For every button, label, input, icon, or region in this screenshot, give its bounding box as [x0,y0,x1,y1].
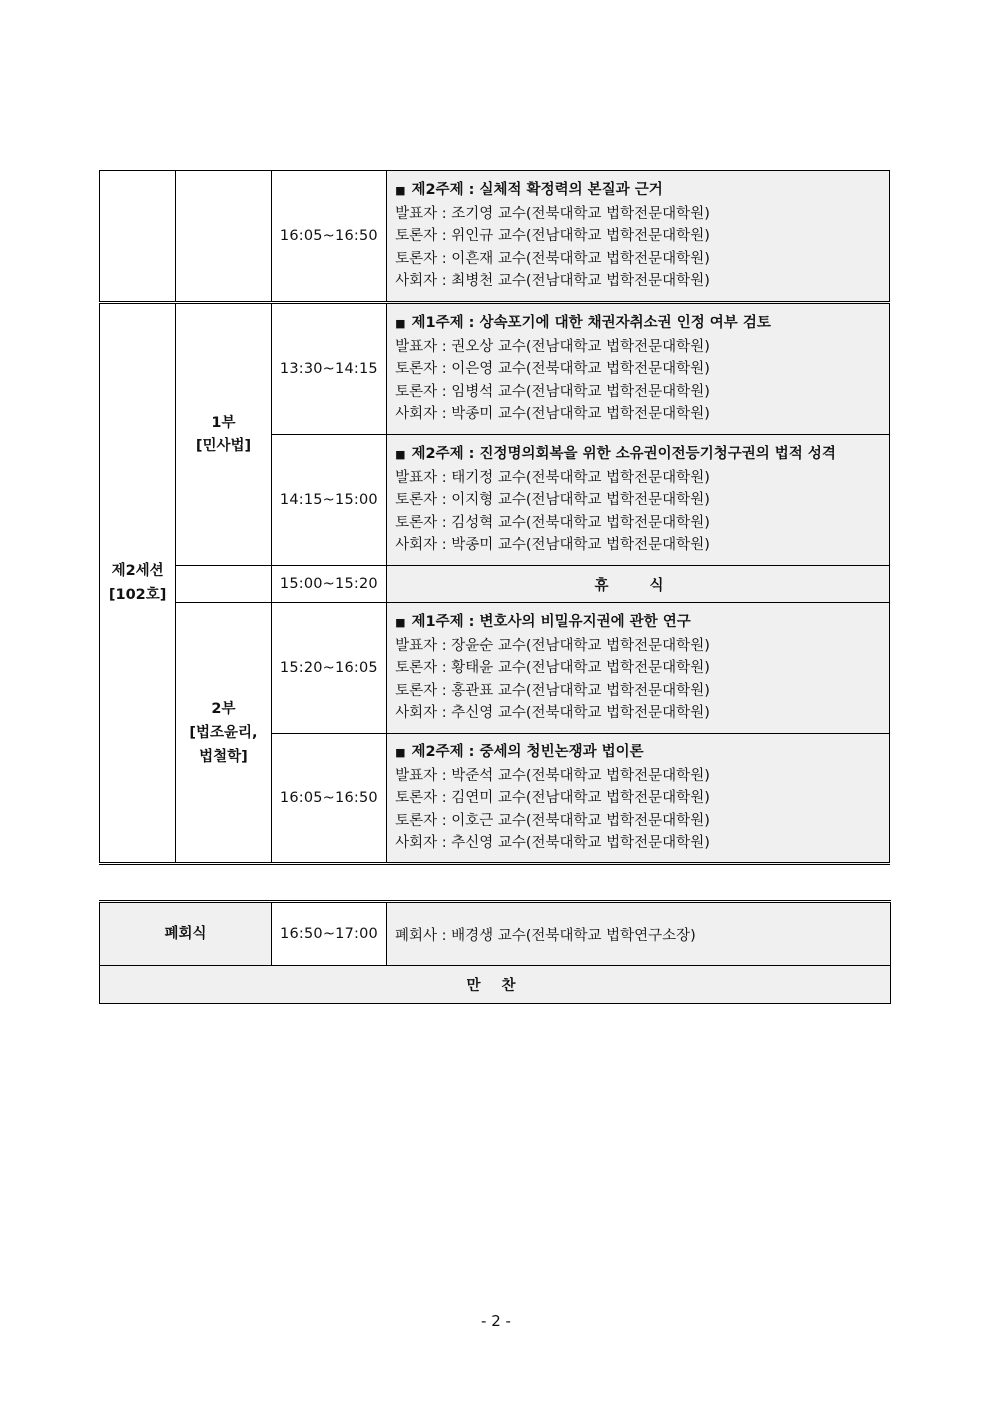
presenter: 발표자 : 권오상 교수(전남대학교 법학전문대학원) [395,338,710,355]
empty-session-cell [100,171,176,303]
discussant: 토론자 : 위인규 교수(전남대학교 법학전문대학원) [395,228,710,245]
time-cell: 15:00~15:20 [271,566,386,603]
talk-row [100,303,890,435]
presenter: 발표자 : 태기정 교수(전북대학교 법학전문대학원) [395,469,710,486]
dinner-row [100,966,891,1004]
topic-text: 제2주제 : 진정명의회복을 위한 소유권이전등기청구권의 법적 성격 [411,446,836,463]
time-cell: 16:50~17:00 [272,902,387,966]
break-row [100,566,890,603]
discussant: 토론자 : 이흔재 교수(전북대학교 법학전문대학원) [395,250,710,267]
topic-text: 제1주제 : 변호사의 비밀유지권에 관한 연구 [411,614,691,631]
time-cell: 16:05~16:50 [271,734,386,864]
presenter: 발표자 : 조기영 교수(전북대학교 법학전문대학원) [395,205,710,222]
session1-tail-row [100,171,890,303]
closing-speaker: 폐회사 : 배경생 교수(전북대학교 법학연구소장) [387,902,891,966]
empty-part-cell [176,171,271,303]
topic-title [395,741,883,765]
part-label-cell [176,603,271,864]
closing-label: 폐회식 [100,902,272,966]
talk-row [100,603,890,734]
discussant: 토론자 : 임병석 교수(전남대학교 법학전문대학원) [395,383,710,400]
time-cell: 14:15~15:00 [271,435,386,566]
session-room: [102호] [108,587,167,603]
moderator: 사회자 : 추신영 교수(전북대학교 법학전문대학원) [395,705,710,722]
topic-text: 제2주제 : 실체적 확정력의 본질과 근거 [411,182,663,199]
discussant: 토론자 : 김연미 교수(전남대학교 법학전문대학원) [395,790,710,807]
page-number: - 2 - [481,1312,511,1330]
discussant: 토론자 : 황태윤 교수(전남대학교 법학전문대학원) [395,660,710,677]
time-cell: 16:05~16:50 [271,171,386,303]
talk-content [387,303,890,435]
part-name: 2부 [211,700,236,717]
square-bullet-icon: ■ [395,616,406,630]
topic-text: 제2주제 : 중세의 청빈논쟁과 법이론 [411,744,644,761]
part-field: 법철학] [199,748,248,765]
time-cell: 13:30~14:15 [271,303,386,435]
talk-content [387,435,890,566]
topic-title [395,443,883,467]
talk-content [387,734,890,864]
discussant: 토론자 : 이호근 교수(전북대학교 법학전문대학원) [395,812,710,829]
discussant: 토론자 : 이은영 교수(전북대학교 법학전문대학원) [395,361,710,378]
presenter: 발표자 : 박준석 교수(전북대학교 법학전문대학원) [395,767,710,784]
part-field: [법조윤리, [189,724,258,741]
topic-title [395,179,883,203]
square-bullet-icon: ■ [395,317,406,331]
topic-title [395,611,883,635]
square-bullet-icon: ■ [395,746,406,760]
time-cell: 15:20~16:05 [271,603,386,734]
program-table [99,170,890,865]
moderator: 사회자 : 박종미 교수(전남대학교 법학전문대학원) [395,406,710,423]
part-field: [민사법] [195,437,252,454]
moderator: 사회자 : 최병천 교수(전남대학교 법학전문대학원) [395,273,710,290]
session-label-cell [100,303,176,864]
square-bullet-icon: ■ [395,184,406,198]
moderator: 사회자 : 박종미 교수(전남대학교 법학전문대학원) [395,537,710,554]
square-bullet-icon: ■ [395,448,406,462]
part-label-cell [176,303,271,566]
part-name: 1부 [211,414,236,431]
break-label: 휴 식 [387,566,890,603]
discussant: 토론자 : 홍관표 교수(전남대학교 법학전문대학원) [395,682,710,699]
talk-content [387,603,890,734]
presenter: 발표자 : 장윤순 교수(전남대학교 법학전문대학원) [395,637,710,654]
topic-text: 제1주제 : 상속포기에 대한 채권자취소권 인정 여부 검토 [411,315,771,332]
moderator: 사회자 : 추신영 교수(전북대학교 법학전문대학원) [395,835,710,852]
talk-content [387,171,890,303]
discussant: 토론자 : 이지형 교수(전남대학교 법학전문대학원) [395,492,710,509]
dinner-label: 만 찬 [100,966,891,1004]
closing-table [99,900,891,1004]
closing-row [100,902,891,966]
session-name: 제2세션 [111,563,164,579]
empty-part-cell [176,566,271,603]
discussant: 토론자 : 김성혁 교수(전북대학교 법학전문대학원) [395,514,710,531]
topic-title [395,312,883,336]
